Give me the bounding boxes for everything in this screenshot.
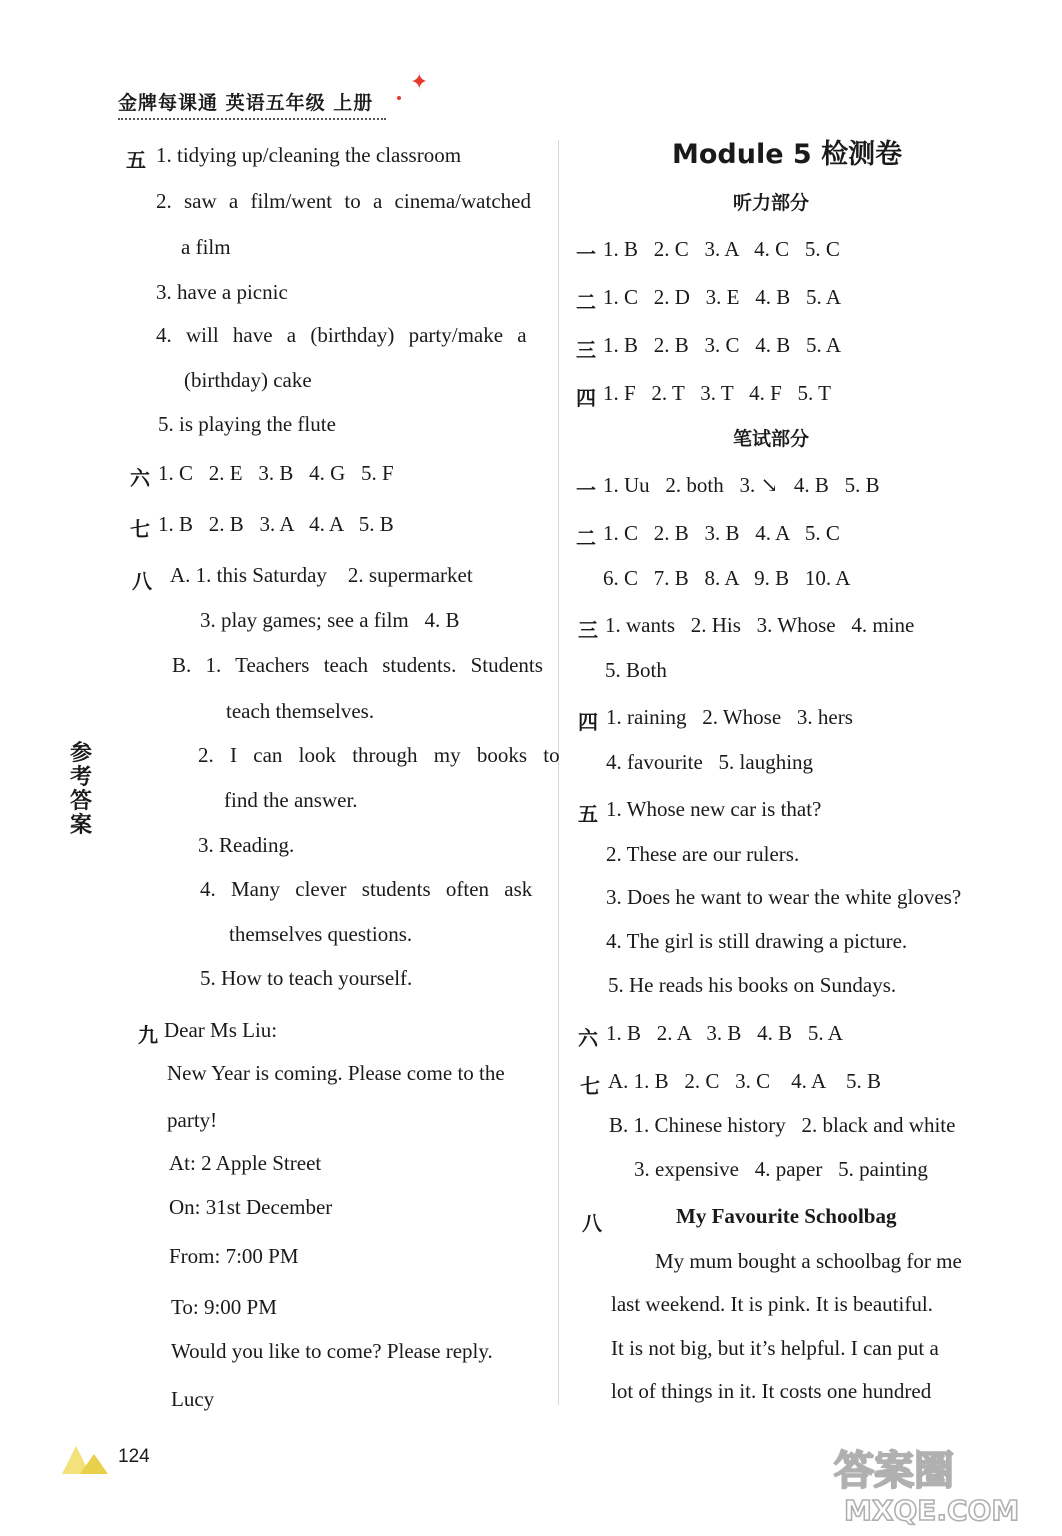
answer-line: 6. C 7. B 8. A 9. B 10. A [603, 566, 851, 590]
answer-line: themselves questions. [229, 922, 413, 946]
section-label: 八 [132, 569, 152, 593]
answer-line: find the answer. [224, 788, 358, 812]
section-label: 八 [582, 1211, 602, 1235]
answer-line: 3. expensive 4. paper 5. painting [634, 1157, 928, 1181]
section-label: 七 [130, 517, 150, 541]
answer-line: B. 1. Teachers teach students. Students [172, 653, 543, 677]
answer-line: Dear Ms Liu: [164, 1018, 278, 1042]
answer-line: 4. will have a (birthday) party/make a [156, 323, 527, 347]
answer-line: 3. Reading. [198, 833, 295, 857]
answer-line: 1. C 2. B 3. B 4. A 5. C [603, 521, 840, 545]
section-label: 六 [130, 466, 150, 490]
answer-line: 1. tidying up/cleaning the classroom [156, 143, 462, 167]
page-number: 124 [118, 1446, 150, 1467]
decor-dot [397, 96, 401, 100]
answer-line: 1. raining 2. Whose 3. hers [606, 705, 853, 729]
section-label: 四 [578, 710, 598, 734]
answer-line: 1. Whose new car is that? [606, 797, 822, 821]
answer-line: From: 7:00 PM [169, 1244, 299, 1268]
essay-line: It is not big, but it’s helpful. I can put a [611, 1336, 939, 1360]
answer-line: teach themselves. [226, 699, 375, 723]
section-label: 五 [126, 148, 146, 172]
answer-line: 4. The girl is still drawing a picture. [606, 929, 908, 953]
section-label: 九 [138, 1023, 158, 1047]
answer-line: At: 2 Apple Street [169, 1151, 322, 1175]
answer-line: 3. Does he want to wear the white gloves? [606, 885, 962, 909]
answer-line: 1. B 2. B 3. C 4. B 5. A [603, 333, 842, 357]
star-icon: ✦ [410, 70, 429, 95]
answer-line: 3. have a picnic [156, 280, 288, 304]
answer-line: 1. wants 2. His 3. Whose 4. mine [605, 613, 915, 637]
answer-line: 3. play games; see a film 4. B [200, 608, 460, 632]
answer-line: Would you like to come? Please reply. [171, 1339, 493, 1363]
answer-line: 1. C 2. E 3. B 4. G 5. F [158, 461, 394, 485]
essay-line: last weekend. It is pink. It is beautiful. [611, 1292, 933, 1316]
section-label: 三 [578, 618, 598, 642]
answer-line: 1. B 2. C 3. A 4. C 5. C [603, 237, 840, 261]
section-label: 五 [578, 802, 598, 826]
writing-heading: 笔试部分 [733, 428, 810, 450]
answer-line: a film [181, 235, 231, 259]
answer-line: A. 1. B 2. C 3. C 4. A 5. B [608, 1069, 882, 1093]
answer-line: 4. Many clever students often ask [200, 877, 533, 901]
answer-line: 2. These are our rulers. [606, 842, 800, 866]
section-label: 二 [576, 526, 596, 550]
answer-line: 1. F 2. T 3. T 4. F 5. T [603, 381, 831, 405]
section-label: 一 [576, 242, 596, 266]
book-title-header: 金牌每课通 英语五年级 上册 [118, 92, 374, 114]
section-label: 三 [576, 338, 596, 362]
section-label: 二 [576, 290, 596, 314]
essay-title: My Favourite Schoolbag [676, 1204, 897, 1228]
listening-heading: 听力部分 [733, 192, 810, 214]
answer-line: (birthday) cake [184, 368, 312, 392]
section-label: 六 [578, 1026, 598, 1050]
svg-text:答案圈: 答案圈 [834, 1448, 954, 1494]
answer-line: Lucy [171, 1387, 215, 1411]
answer-line: 2. I can look through my books to [198, 743, 560, 767]
watermark-logo [824, 1436, 1034, 1526]
module-title: Module 5 检测卷 [672, 139, 903, 170]
answer-line: New Year is coming. Please come to the [167, 1061, 505, 1085]
section-label: 一 [576, 478, 596, 502]
answer-line: A. 1. this Saturday 2. supermarket [170, 563, 473, 587]
answer-line: To: 9:00 PM [171, 1295, 277, 1319]
page-corner-icon [62, 1440, 114, 1474]
section-label: 四 [576, 386, 596, 410]
column-divider [558, 140, 559, 1405]
answer-line: 5. He reads his books on Sundays. [608, 973, 897, 997]
answer-line: party! [167, 1108, 218, 1132]
answer-line: On: 31st December [169, 1195, 333, 1219]
answer-line: 5. How to teach yourself. [200, 966, 413, 990]
answer-line: 1. Uu 2. both 3. ↘ 4. B 5. B [603, 473, 880, 497]
header-divider [118, 118, 386, 120]
section-label: 七 [580, 1074, 600, 1098]
answer-line: 2. saw a film/went to a cinema/watched [156, 189, 531, 213]
essay-line: My mum bought a schoolbag for me [655, 1249, 962, 1273]
svg-text:MXQE.COM: MXQE.COM [844, 1494, 1020, 1526]
answer-line: 4. favourite 5. laughing [606, 750, 814, 774]
answer-line: 1. B 2. A 3. B 4. B 5. A [606, 1021, 843, 1045]
answer-line: B. 1. Chinese history 2. black and white [609, 1113, 956, 1137]
answer-line: 5. Both [605, 658, 667, 682]
answer-line: 5. is playing the flute [158, 412, 336, 436]
side-label: 参考答案 [70, 741, 93, 838]
essay-line: lot of things in it. It costs one hundred [611, 1379, 932, 1403]
answer-line: 1. C 2. D 3. E 4. B 5. A [603, 285, 842, 309]
answer-line: 1. B 2. B 3. A 4. A 5. B [158, 512, 394, 536]
